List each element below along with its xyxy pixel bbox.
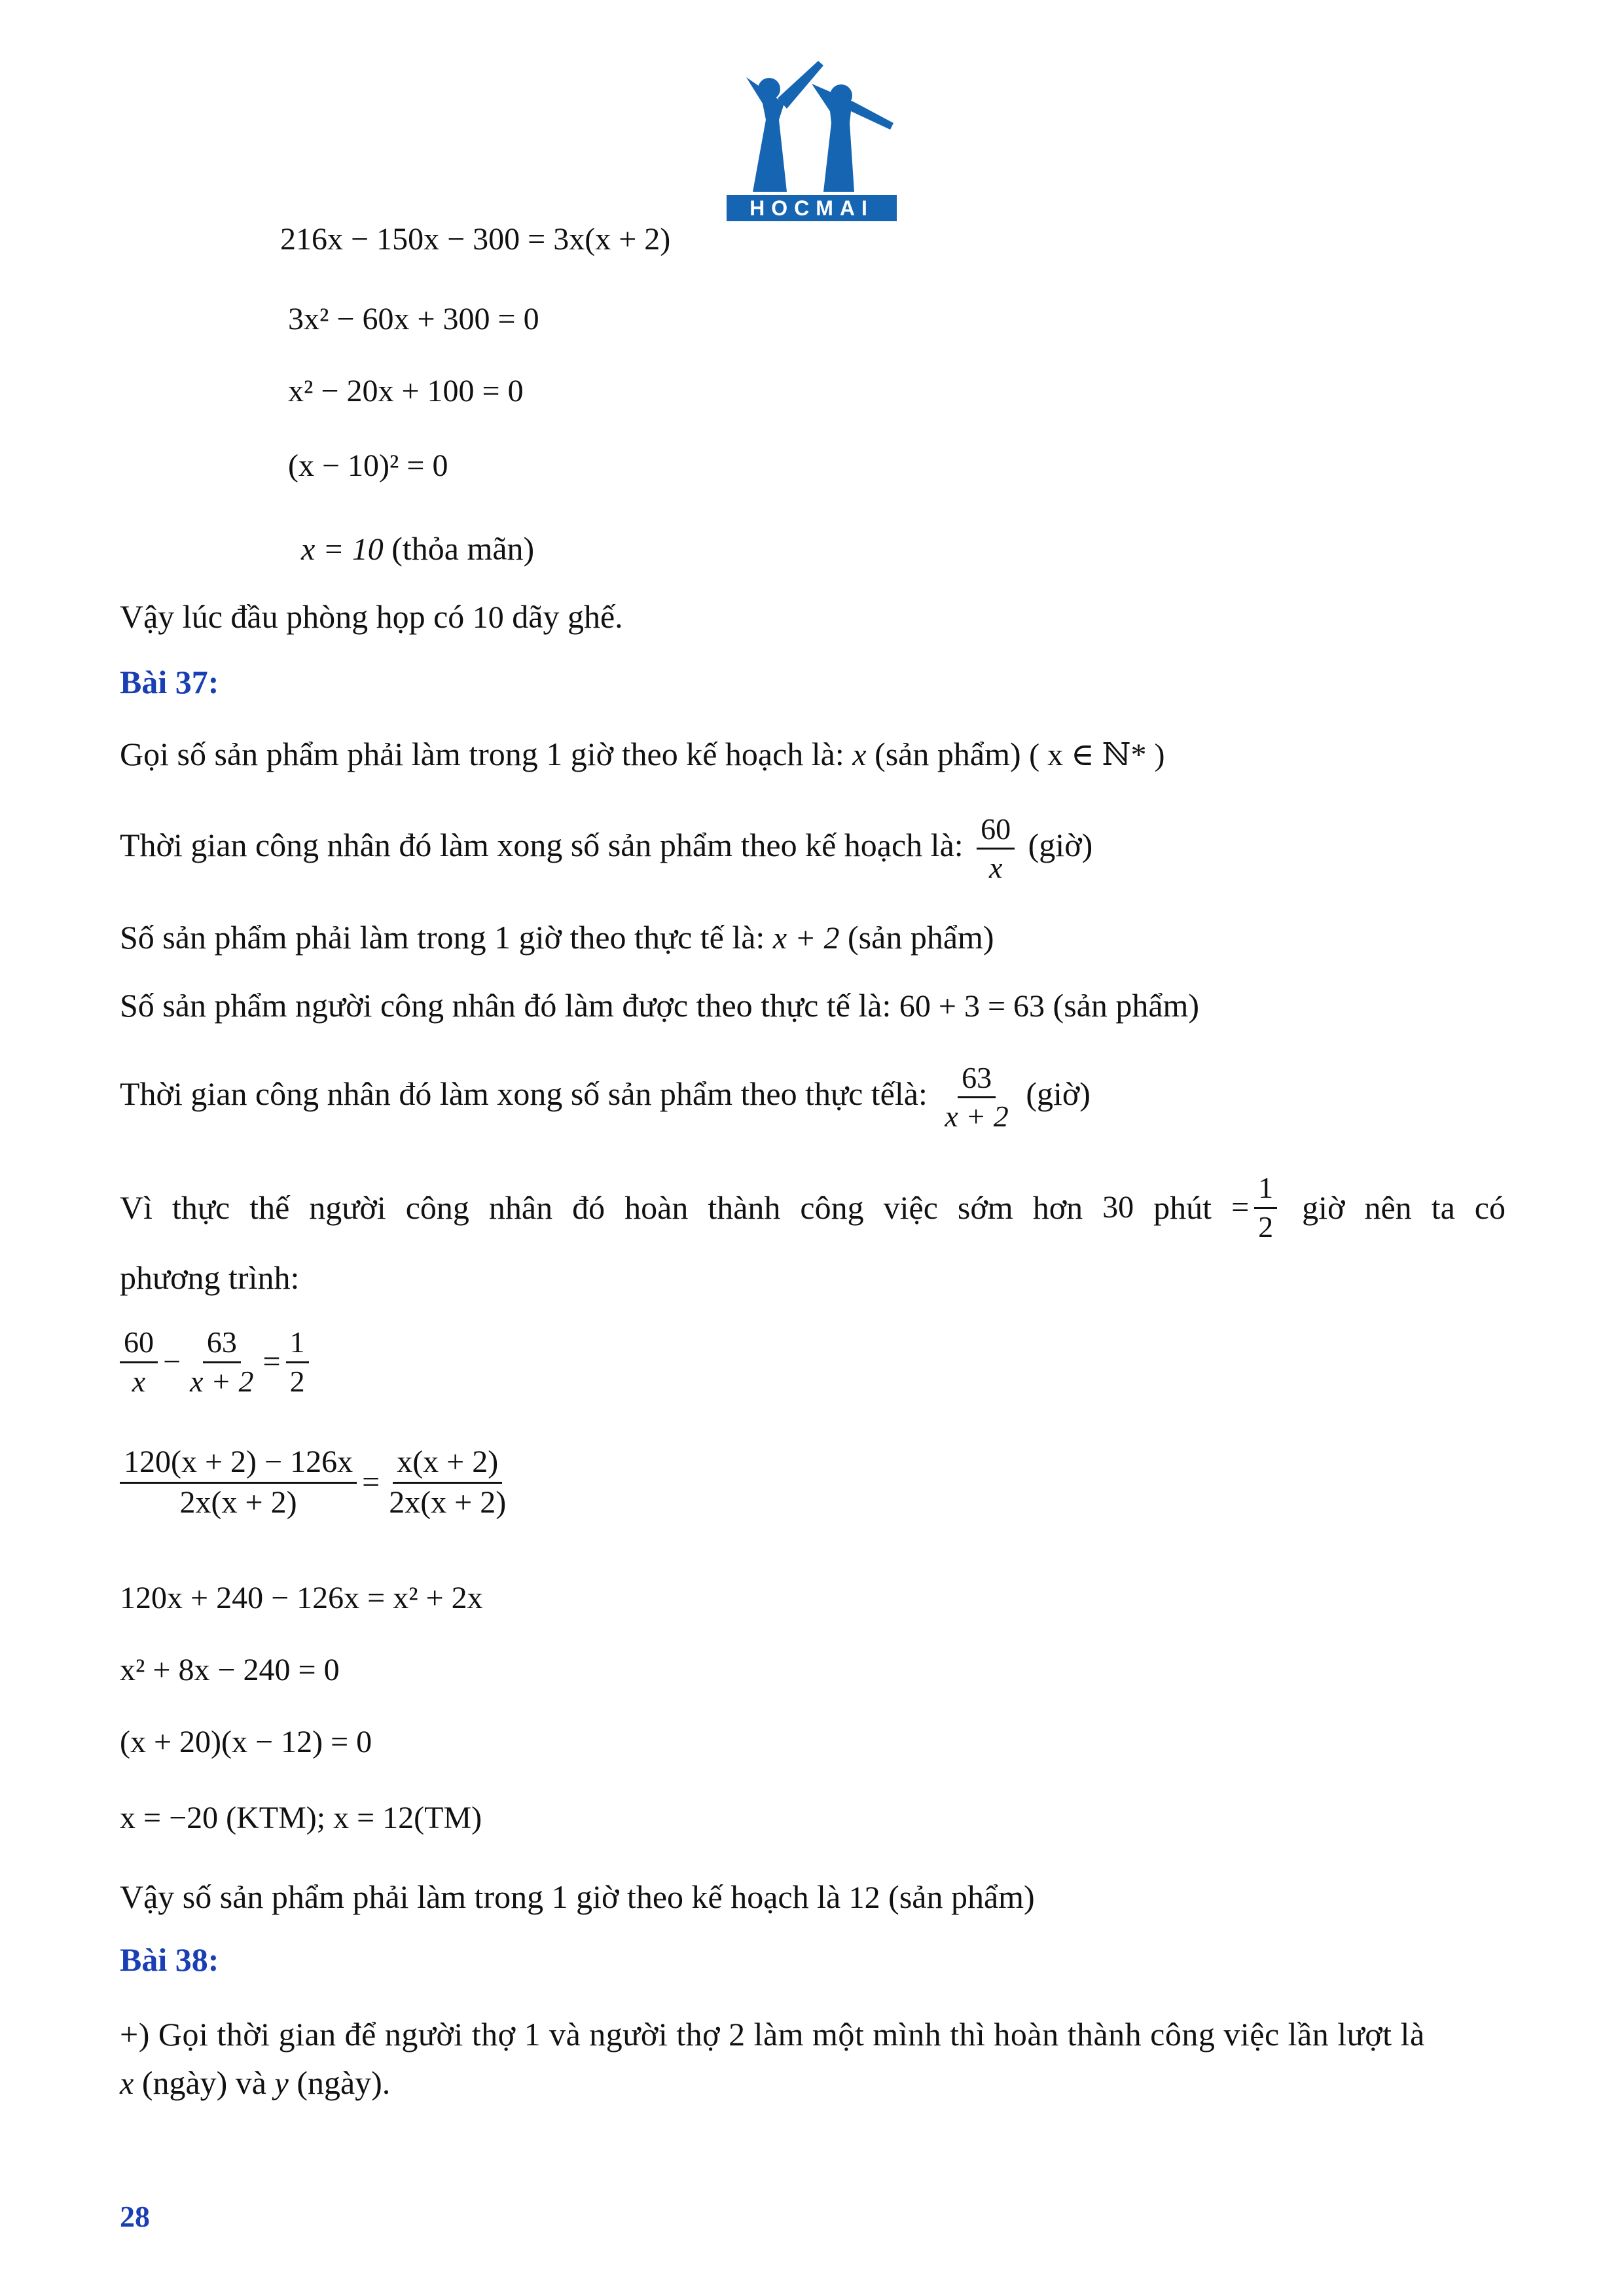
equation-fractions [120, 1433, 515, 1532]
fraction-numerator: 60 [120, 1327, 158, 1363]
equation-line: (x + 20)(x − 12) = 0 [120, 1725, 372, 1759]
text-segment: (ngày) và [141, 2064, 266, 2101]
conclusion-text: Vậy số sản phẩm phải làm trong 1 giờ theo kế hoạch là [120, 1878, 841, 1915]
word-number: 30 [1102, 1190, 1134, 1225]
fraction-numerator: 63 [203, 1327, 241, 1363]
fraction [186, 1327, 257, 1397]
equals-sign: = [1231, 1190, 1250, 1225]
word: Vì [120, 1189, 153, 1226]
word: nhân [488, 1189, 553, 1226]
fraction-numerator: 120(x + 2) − 126x [120, 1446, 357, 1483]
text-segment: Thời gian công nhân đó làm xong số sản phẩm theo thực tếlà: [120, 1075, 928, 1112]
fraction [385, 1446, 510, 1519]
text-line [120, 2062, 390, 2105]
word: công [405, 1189, 469, 1226]
minus-sign: − [163, 1344, 181, 1379]
equals-sign: = [262, 1344, 281, 1379]
equation-line: 216x − 150x − 300 = 3x(x + 2) [280, 222, 671, 257]
conclusion-text: Vậy lúc đầu phòng họp có [120, 598, 465, 635]
equals-fraction [1231, 1165, 1282, 1250]
justified-text-line [120, 1165, 1506, 1250]
word: việc [883, 1189, 938, 1226]
math-variable: x [852, 738, 867, 772]
math-variable: y [274, 2066, 289, 2101]
text-line [120, 916, 994, 960]
conclusion-line [120, 596, 623, 639]
fraction-denominator: 2 [1258, 1210, 1274, 1244]
word: hoàn [624, 1189, 689, 1226]
text-segment: Số sản phẩm người công nhân đó làm được theo thực tế là: [120, 987, 892, 1024]
equation-line: (x − 10)² = 0 [288, 448, 448, 483]
unit-label: (sản phẩm) [875, 736, 1021, 772]
text-segment: Gọi số sản phẩm phải làm trong 1 giờ theo kế hoạch là: [120, 736, 844, 772]
fraction [120, 1327, 158, 1397]
fraction-denominator: x [988, 851, 1003, 885]
word: người [309, 1189, 386, 1226]
fraction-denominator: x + 2 [190, 1364, 254, 1398]
text-line [120, 733, 1165, 776]
word: có [1474, 1189, 1506, 1226]
word: ta [1431, 1189, 1455, 1226]
equation-math: x = 10 [301, 532, 384, 567]
hocmai-people-logo-icon [727, 58, 897, 221]
fraction-numerator: 1 [1254, 1172, 1277, 1208]
problem-heading-37: Bài 37: [120, 664, 219, 700]
equation-line: 120x + 240 − 126x = x² + 2x [120, 1581, 483, 1615]
logo-text: HOCMAI [749, 196, 874, 220]
hocmai-logo [727, 58, 897, 221]
unit-label: (giờ) [1026, 1075, 1091, 1112]
fraction-denominator: x + 2 [945, 1100, 1009, 1134]
fraction-numerator: 63 [958, 1062, 996, 1098]
unit-label: (sản phẩm) [1053, 987, 1200, 1024]
word: giờ [1302, 1189, 1345, 1226]
text-line [120, 802, 1092, 888]
unit-label: (sản phẩm) [848, 919, 994, 956]
fraction-numerator: 1 [286, 1327, 309, 1363]
equation-note: (thỏa mãn) [391, 530, 535, 567]
fraction-denominator: x [132, 1364, 146, 1398]
equation-line: x = −20 (KTM); x = 12(TM) [120, 1801, 482, 1835]
math-variable: x [120, 2066, 134, 2101]
fraction-numerator: 60 [977, 814, 1015, 850]
word: công [800, 1189, 864, 1226]
equals-sign: = [362, 1465, 380, 1499]
word: hơn [1032, 1189, 1083, 1226]
fraction-denominator: 2x(x + 2) [179, 1484, 297, 1520]
fraction [941, 1062, 1012, 1133]
text-segment: Số sản phẩm phải làm trong 1 giờ theo thực tế là: [120, 919, 765, 956]
equation-line [301, 528, 534, 571]
word: sớm [957, 1189, 1013, 1226]
fraction [286, 1327, 309, 1397]
math-expression: x + 2 [772, 921, 840, 956]
fraction-denominator: 2 [289, 1364, 305, 1398]
text-line [120, 1051, 1091, 1136]
conclusion-line [120, 1876, 1035, 1919]
text-segment: (ngày). [297, 2064, 391, 2101]
text-segment: Thời gian công nhân đó làm xong số sản phẩm theo kế hoạch là: [120, 827, 964, 863]
math-condition: ( x ∈ ℕ* ) [1029, 738, 1165, 772]
word: phút [1153, 1189, 1212, 1226]
fraction-denominator: 2x(x + 2) [389, 1484, 507, 1520]
equation-line: x² − 20x + 100 = 0 [288, 374, 524, 408]
word: nên [1364, 1189, 1412, 1226]
conclusion-text-end: (sản phẩm) [888, 1878, 1035, 1915]
conclusion-text-end: dãy ghế. [512, 598, 623, 635]
fraction [120, 1446, 357, 1519]
text-line: +) Gọi thời gian để người thợ 1 và người thợ 2 làm một mình thì hoàn thành công việc lần lượt là [120, 2016, 1425, 2053]
fraction-numerator: x(x + 2) [393, 1446, 502, 1483]
word: thực [172, 1189, 230, 1226]
text-line: phương trình: [120, 1259, 300, 1296]
fraction [1254, 1172, 1277, 1243]
unit-label: (giờ) [1028, 827, 1093, 863]
text-line [120, 984, 1199, 1028]
problem-heading-38: Bài 38: [120, 1941, 219, 1978]
word: thành [708, 1189, 781, 1226]
equation-fractions [120, 1319, 314, 1405]
word: thế [249, 1189, 290, 1226]
conclusion-number: 12 [848, 1880, 880, 1915]
conclusion-number: 10 [472, 600, 504, 635]
word: đó [572, 1189, 605, 1226]
equation-line: x² + 8x − 240 = 0 [120, 1653, 340, 1687]
math-expression: 60 + 3 = 63 [899, 989, 1045, 1024]
page-number: 28 [120, 2200, 150, 2233]
equation-line: 3x² − 60x + 300 = 0 [288, 302, 539, 336]
fraction [977, 814, 1015, 884]
